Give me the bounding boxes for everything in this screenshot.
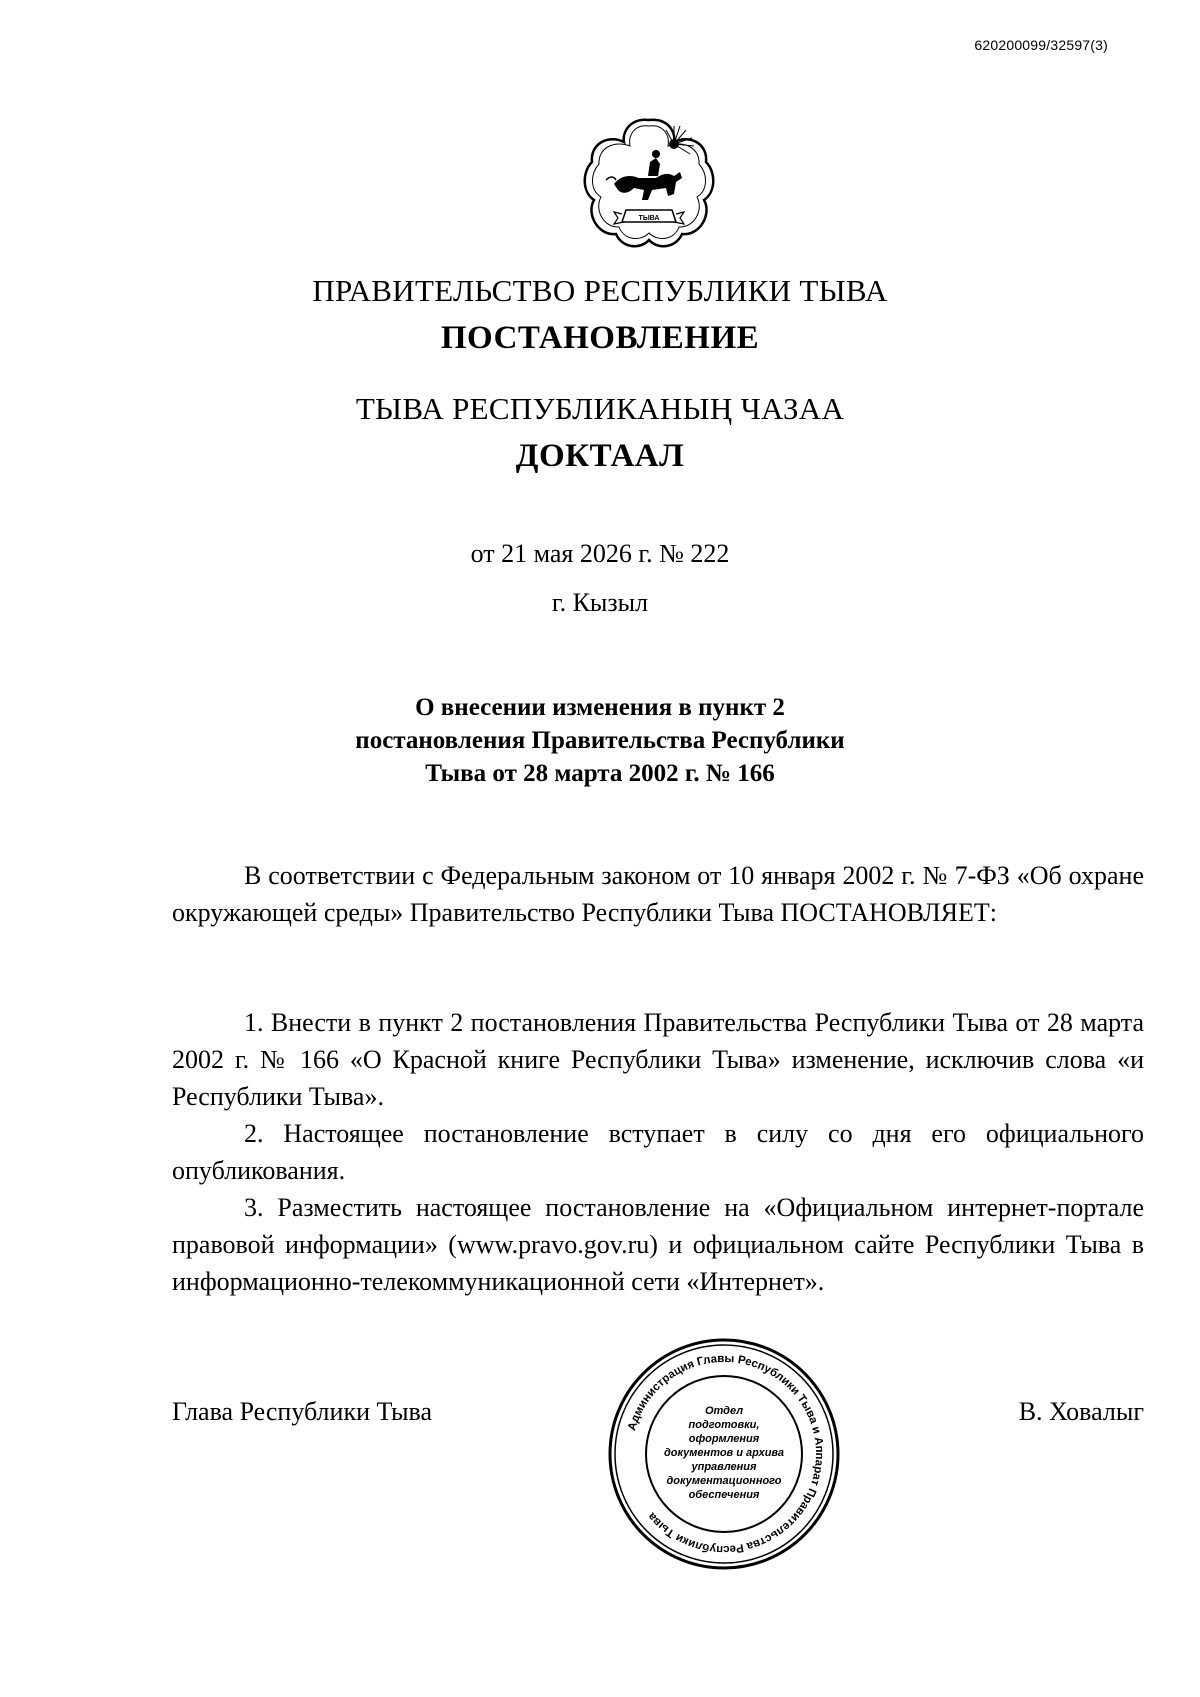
document-kind-tyv: ДОКТААЛ bbox=[515, 438, 685, 474]
stamp-line: оформления bbox=[688, 1433, 760, 1445]
stamp-line: управления bbox=[691, 1461, 757, 1473]
resolution-item: 3. Разместить настоящее постановление на «Официальном интернет-портале правовой информации» (www.pravo.gov.ru) и официальном сайте Республики Тыва в информационно-телекоммуникационной сети «Интернет». bbox=[172, 1193, 1144, 1296]
title-line: Тыва от 28 марта 2002 г. № 166 bbox=[425, 760, 775, 787]
stamp-line: Отдел bbox=[704, 1405, 744, 1417]
stamp-line: документов и архива bbox=[663, 1447, 785, 1459]
document-kind-ru: ПОСТАНОВЛЕНИЕ bbox=[440, 320, 760, 356]
resolution-item: 2. Настоящее постановление вступает в силу со дня его официального опубликования. bbox=[172, 1119, 1144, 1185]
government-name-ru: ПРАВИТЕЛЬСТВО РЕСПУБЛИКИ ТЫВА bbox=[312, 273, 888, 308]
signatory-position: Глава Республики Тыва bbox=[172, 1397, 433, 1426]
government-name-tyv: ТЫВА РЕСПУБЛИКАНЫҢ ЧАЗАА bbox=[355, 391, 845, 426]
document-title bbox=[0, 691, 1200, 790]
title-line: постановления Правительства Республики bbox=[355, 727, 845, 754]
document-city: г. Кызыл bbox=[551, 588, 649, 617]
official-stamp bbox=[606, 1336, 842, 1572]
stamp-line: подготовки, bbox=[688, 1419, 760, 1431]
preamble bbox=[172, 857, 1144, 931]
stamp-line: документационного bbox=[666, 1475, 782, 1487]
stamp-line: обеспечения bbox=[688, 1489, 760, 1501]
document-registration-number: 620200099/32597(3) bbox=[974, 37, 1108, 53]
resolution-items bbox=[172, 1004, 1144, 1300]
preamble-paragraph: В соответствии с Федеральным законом от 10 января 2002 г. № 7-ФЗ «Об охране окружающей среды» Правительство Республики Тыва ПОСТАНОВЛЯЕТ: bbox=[172, 861, 1144, 927]
stamp-ring-text: Администрация Главы Республики Тыва и Аппарат Правительства Республики Тыва bbox=[626, 1352, 826, 1556]
resolution-item: 1. Внести в пункт 2 постановления Правительства Республики Тыва от 28 марта 2002 г. № 166 «О Красной книге Республики Тыва» изменение, исключив слова «и Республики Тыва». bbox=[172, 1008, 1144, 1111]
document-date-number: от 21 мая 2026 г. № 222 bbox=[470, 539, 730, 568]
signatory-name: В. Ховалыг bbox=[1018, 1397, 1144, 1426]
stamp-center-text bbox=[664, 1405, 784, 1501]
emblem-ribbon-text: ТЫВА bbox=[638, 215, 660, 222]
coat-of-arms-icon bbox=[578, 114, 720, 251]
title-line: О внесении изменения в пункт 2 bbox=[415, 694, 785, 721]
